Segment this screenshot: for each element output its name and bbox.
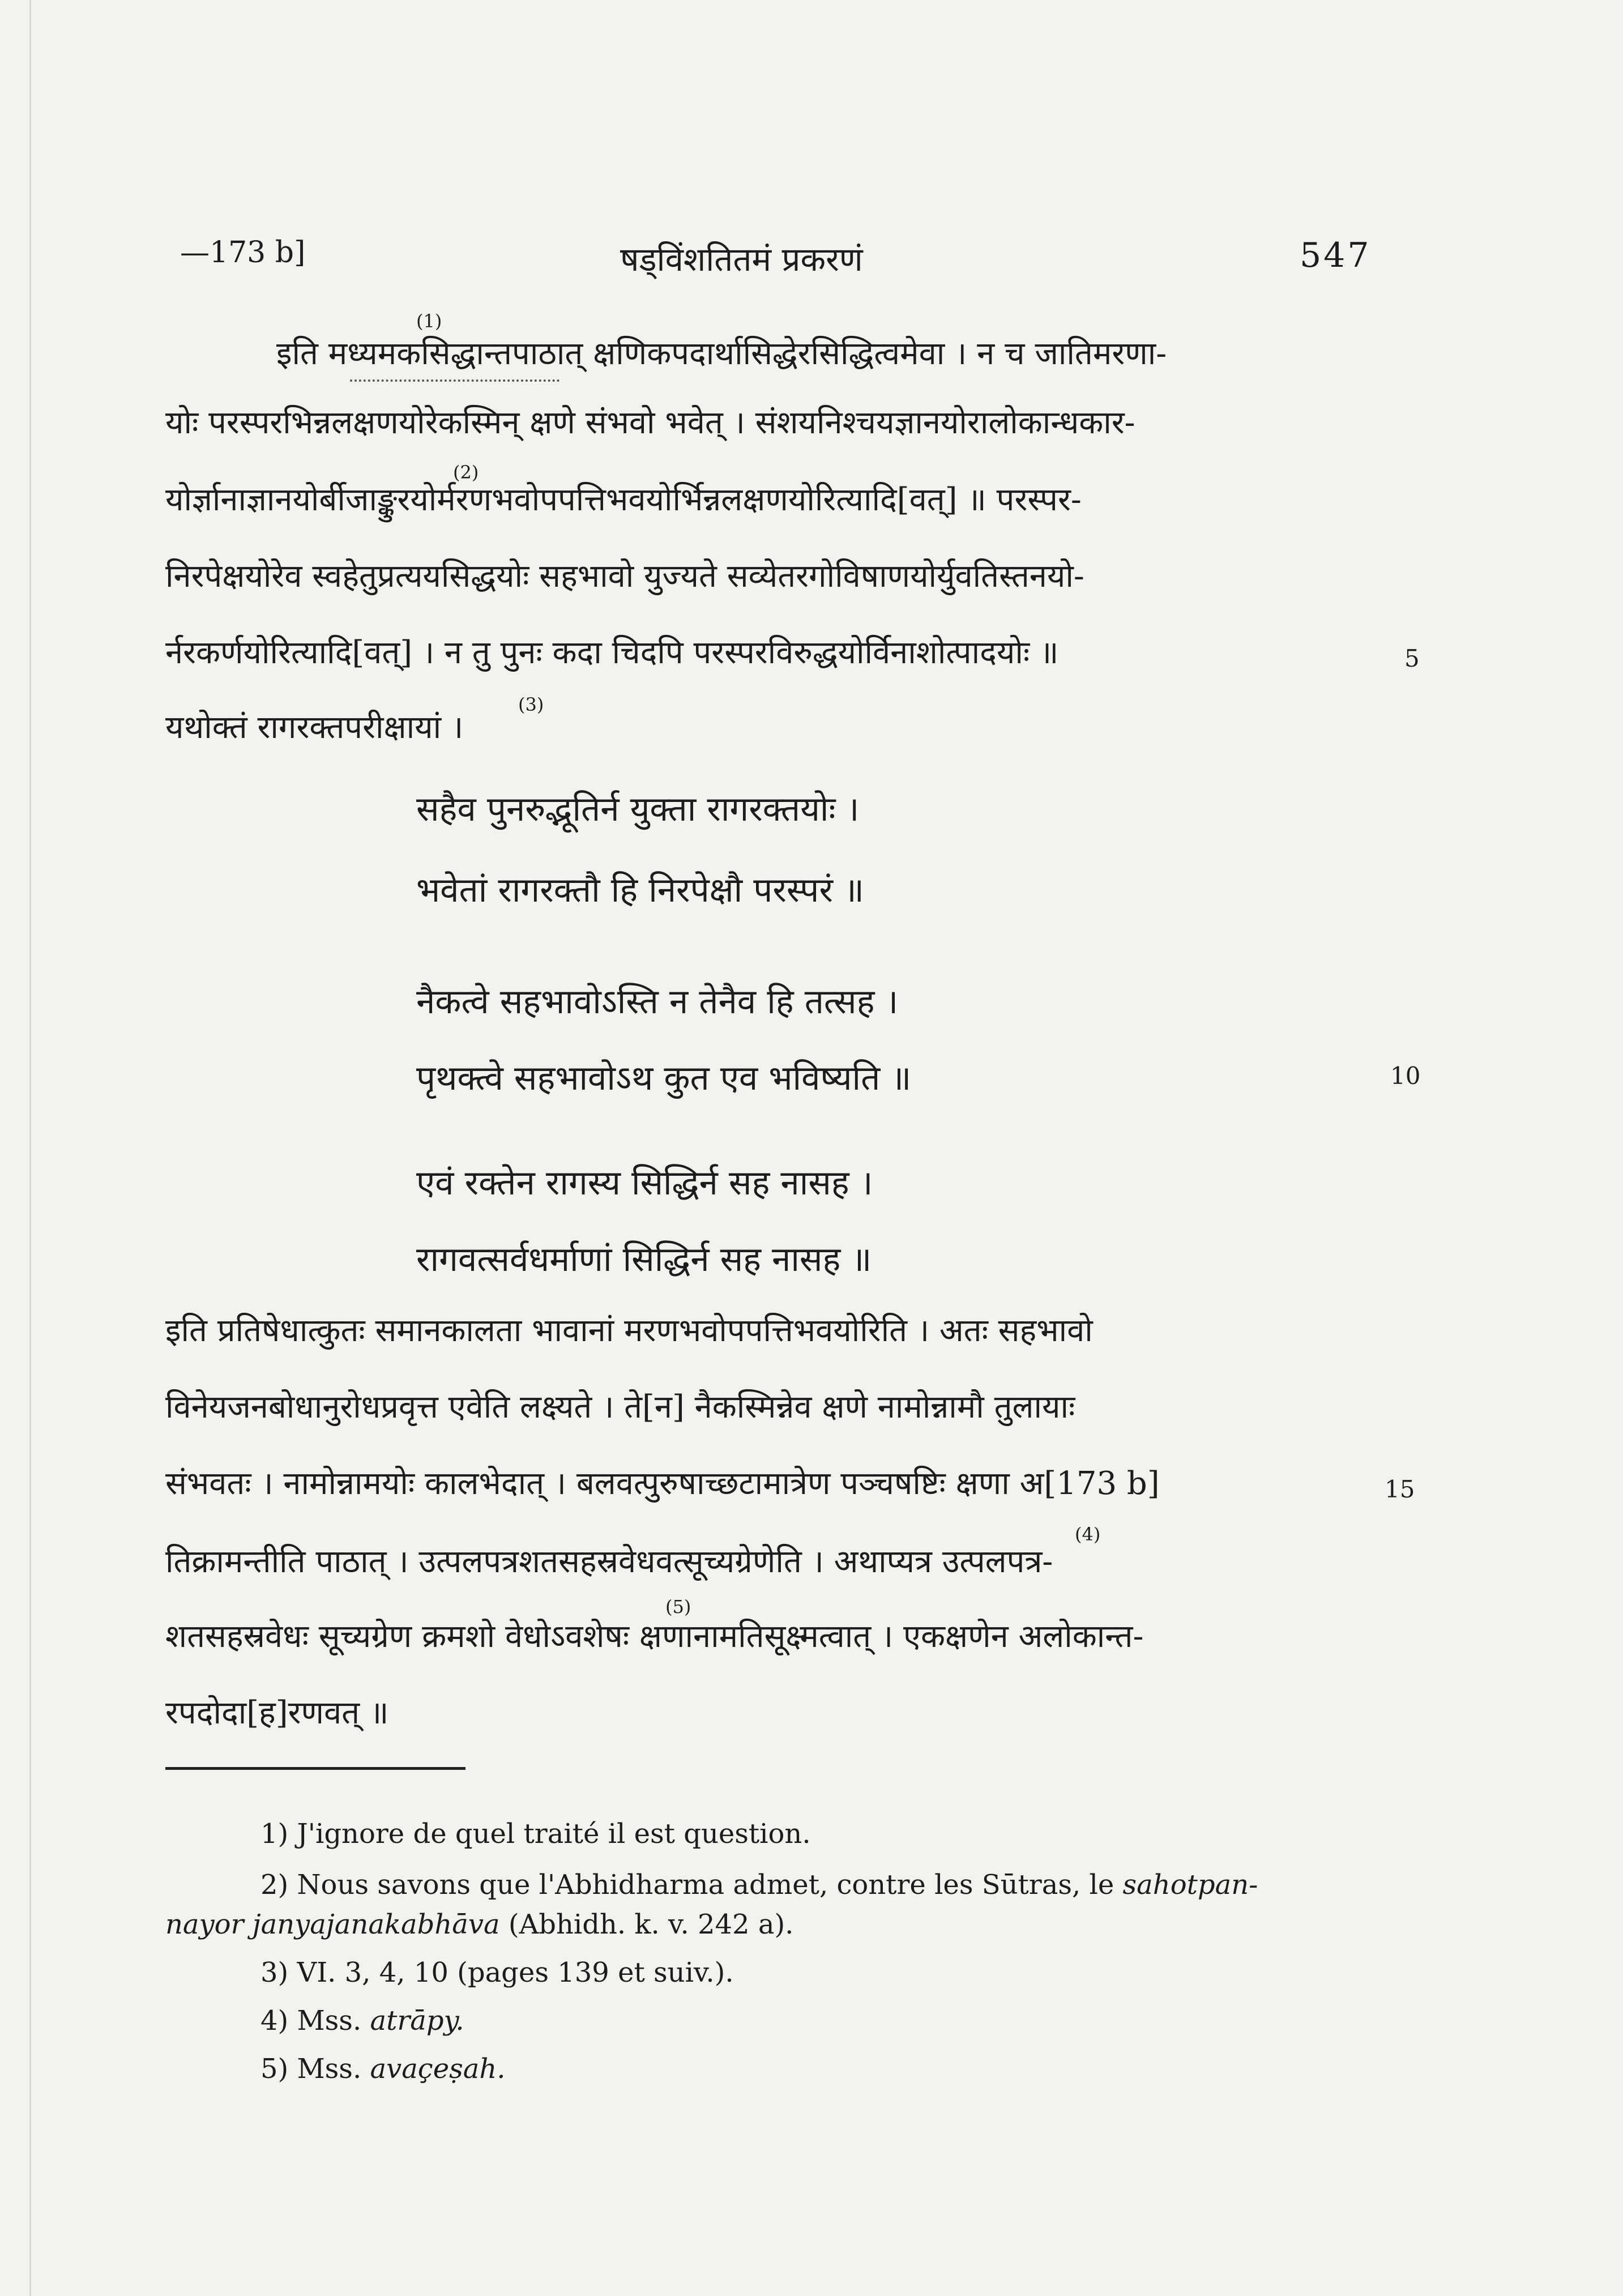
chapter-title: षड्विंशतितमं प्रकरणं bbox=[620, 240, 863, 279]
footnote-1: 1) J'ignore de quel traité il est question. bbox=[260, 1818, 811, 1850]
footnote-4-label: 4) Mss. bbox=[260, 2005, 370, 2037]
footnote-3: 3) VI. 3, 4, 10 (pages 139 et suiv.). bbox=[260, 1957, 734, 1988]
footnote-5 bbox=[260, 2053, 506, 2085]
footnote-4-term: atrāpy. bbox=[370, 2005, 464, 2037]
prose-line-10: तिक्रामन्तीति पाठात् । उत्पलपत्रशतसहस्रवेधवत्सूच्यग्रेणेति । अथाप्यत्र उत्पलपत्र- bbox=[165, 1543, 1053, 1580]
prose-line-12: रपदोदा[ह]रणवत् ॥ bbox=[165, 1695, 389, 1731]
verse-line-4: पृथक्त्वे सहभावोऽथ कुत एव भविष्यति ॥ bbox=[416, 1059, 912, 1098]
verse-line-1: सहैव पुनरुद्भूतिर्न युक्ता रागरक्तयोः । bbox=[416, 789, 860, 829]
footnote-5-term: avaçeṣah. bbox=[370, 2053, 506, 2085]
footnote-4 bbox=[260, 2005, 464, 2037]
footnote-2-line-1 bbox=[260, 1869, 1258, 1901]
footnote-marker-3: (3) bbox=[518, 694, 544, 715]
footnote-2-term-a: sahotpan- bbox=[1122, 1869, 1258, 1901]
line-number-10: 10 bbox=[1390, 1062, 1421, 1090]
page-edge-line bbox=[29, 0, 31, 2296]
footnote-marker-1: (1) bbox=[416, 310, 442, 332]
verse-line-3: नैकत्वे सहभावोऽस्ति न तेनैव हि तत्सह । bbox=[416, 982, 899, 1022]
prose-line-3: योर्ज्ञानाज्ञानयोर्बीजाङ्कुरयोर्मरणभवोपपत्तिभवयोर्भिन्नलक्षणयोरित्यादि[वत्] ॥ परस्पर- bbox=[165, 481, 1082, 518]
footnote-marker-2: (2) bbox=[453, 462, 479, 483]
line-number-5: 5 bbox=[1404, 645, 1420, 672]
verse-line-6: रागवत्सर्वधर्माणां सिद्धिर्न सह नासह ॥ bbox=[416, 1240, 872, 1279]
prose-line-2: योः परस्परभिन्नलक्षणयोरेकस्मिन् क्षणे संभवो भवेत् । संशयनिश्चयज्ञानयोरालोकान्धकार- bbox=[165, 404, 1135, 441]
prose-line-9: संभवतः । नामोन्नामयोः कालभेदात् । बलवत्पुरुषाच्छटामात्रेण पञ्चषष्टिः क्षणा अ[173 b] bbox=[165, 1465, 1160, 1502]
prose-line-11: शतसहस्रवेधः सूच्यग्रेण क्रमशो वेधोऽवशेषः क्षणानामतिसूक्ष्मत्वात् । एकक्षणेन अलोकान्त- bbox=[165, 1618, 1144, 1655]
line-number-15: 15 bbox=[1385, 1475, 1415, 1503]
footnote-rule bbox=[165, 1767, 465, 1770]
prose-line-1: इति मध्यमकसिद्धान्तपाठात् क्षणिकपदार्थासिद्धेरसिद्धित्वमेवा । न च जातिमरणा- bbox=[276, 335, 1167, 372]
footnote-5-label: 5) Mss. bbox=[260, 2053, 370, 2085]
page-number: 547 bbox=[1300, 236, 1372, 275]
prose-line-6: यथोक्तं रागरक्तपरीक्षायां । bbox=[165, 709, 464, 746]
prose-line-8: विनेयजनबोधानुरोधप्रवृत्त एवेति लक्ष्यते । ते[न] नैकस्मिन्नेव क्षणे नामोन्नामौ तुलायाः bbox=[165, 1389, 1075, 1426]
verse-line-2: भवेतां रागरक्तौ हि निरपेक्षौ परस्परं ॥ bbox=[416, 870, 864, 910]
footnote-2-ref: (Abhidh. k. v. 242 a). bbox=[499, 1909, 794, 1940]
footnote-2-term-b: nayor janyajanakabhāva bbox=[165, 1909, 500, 1940]
footnote-marker-4: (4) bbox=[1075, 1523, 1101, 1545]
dotted-underline bbox=[350, 379, 559, 382]
prose-line-5: र्नरकर्णयोरित्यादि[वत्] । न तु पुनः कदा चिदपि परस्परविरुद्धयोर्विनाशोत्पादयोः ॥ bbox=[165, 634, 1059, 671]
footnote-2-line-2 bbox=[165, 1909, 793, 1940]
footnote-2-text: 2) Nous savons que l'Abhidharma admet, contre les Sūtras, le bbox=[260, 1869, 1123, 1901]
verse-line-5: एवं रक्तेन रागस्य सिद्धिर्न सह नासह । bbox=[416, 1163, 873, 1203]
prose-line-4: निरपेक्षयोरेव स्वहेतुप्रत्ययसिद्धयोः सहभावो युज्यते सव्येतरगोविषाणयोर्युवतिस्तनयो- bbox=[165, 558, 1084, 595]
footnote-marker-5: (5) bbox=[665, 1596, 691, 1618]
prose-line-7: इति प्रतिषेधात्कुतः समानकालता भावानां मरणभवोपपत्तिभवयोरिति । अतः सहभावो bbox=[165, 1312, 1093, 1349]
header-left-ref: —173 b] bbox=[180, 236, 306, 270]
